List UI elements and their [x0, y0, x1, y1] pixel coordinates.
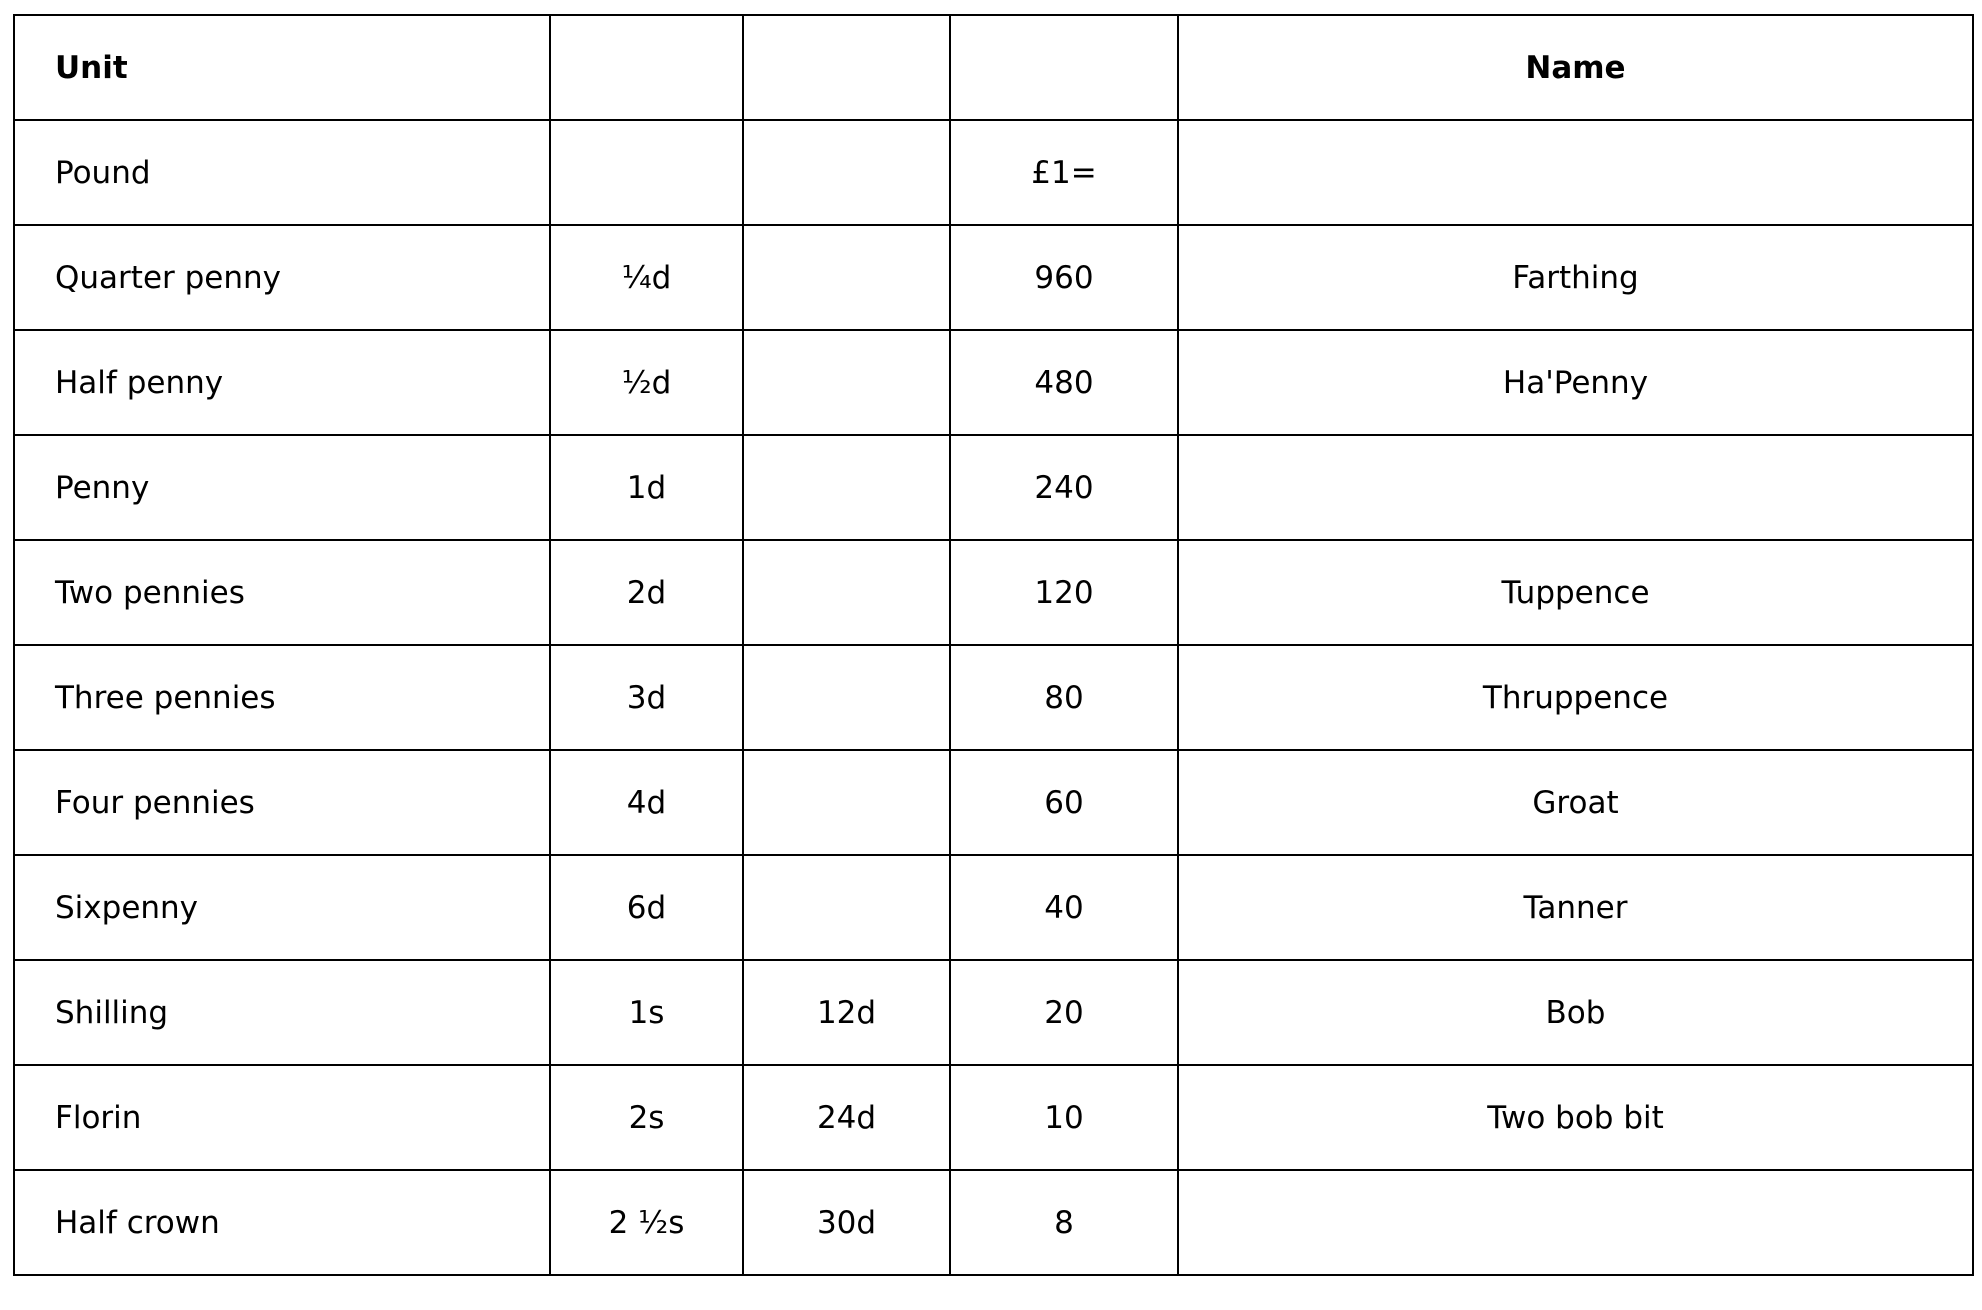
table-row	[14, 435, 1973, 540]
cell-pence	[743, 225, 950, 330]
cell-per-pound: 80	[950, 645, 1178, 750]
cell-per-pound: 10	[950, 1065, 1178, 1170]
cell-abbreviation: 2s	[550, 1065, 743, 1170]
cell-unit: Sixpenny	[14, 855, 550, 960]
cell-name: Tuppence	[1178, 540, 1973, 645]
cell-abbreviation: 2d	[550, 540, 743, 645]
cell-unit: Half penny	[14, 330, 550, 435]
table-row	[14, 330, 1973, 435]
header-name: Name	[1178, 15, 1973, 120]
cell-unit: Two pennies	[14, 540, 550, 645]
table-row	[14, 1170, 1973, 1275]
table-row	[14, 540, 1973, 645]
header-column-4	[950, 15, 1178, 120]
cell-name	[1178, 435, 1973, 540]
currency-table	[13, 14, 1974, 1276]
cell-unit: Penny	[14, 435, 550, 540]
cell-unit: Pound	[14, 120, 550, 225]
table-header-row	[14, 15, 1973, 120]
cell-pence	[743, 120, 950, 225]
cell-name: Bob	[1178, 960, 1973, 1065]
header-unit: Unit	[14, 15, 550, 120]
cell-unit: Three pennies	[14, 645, 550, 750]
cell-pence	[743, 645, 950, 750]
cell-name	[1178, 1170, 1973, 1275]
table-row	[14, 120, 1973, 225]
cell-per-pound: 8	[950, 1170, 1178, 1275]
cell-per-pound: 40	[950, 855, 1178, 960]
cell-per-pound: 240	[950, 435, 1178, 540]
cell-per-pound: £1=	[950, 120, 1178, 225]
cell-abbreviation: 2 ½s	[550, 1170, 743, 1275]
cell-name: Farthing	[1178, 225, 1973, 330]
cell-pence: 24d	[743, 1065, 950, 1170]
cell-unit: Shilling	[14, 960, 550, 1065]
cell-per-pound: 120	[950, 540, 1178, 645]
cell-unit: Four pennies	[14, 750, 550, 855]
cell-pence	[743, 750, 950, 855]
cell-per-pound: 20	[950, 960, 1178, 1065]
cell-abbreviation: 1d	[550, 435, 743, 540]
cell-pence	[743, 435, 950, 540]
cell-per-pound: 480	[950, 330, 1178, 435]
cell-pence	[743, 330, 950, 435]
table-row	[14, 750, 1973, 855]
cell-abbreviation: ¼d	[550, 225, 743, 330]
cell-name: Thruppence	[1178, 645, 1973, 750]
header-column-2	[550, 15, 743, 120]
currency-table-container	[13, 14, 1974, 1276]
cell-name: Ha'Penny	[1178, 330, 1973, 435]
cell-abbreviation: 1s	[550, 960, 743, 1065]
cell-abbreviation	[550, 120, 743, 225]
table-row	[14, 225, 1973, 330]
cell-name: Two bob bit	[1178, 1065, 1973, 1170]
cell-unit: Quarter penny	[14, 225, 550, 330]
cell-name	[1178, 120, 1973, 225]
cell-unit: Half crown	[14, 1170, 550, 1275]
cell-pence	[743, 855, 950, 960]
cell-name: Tanner	[1178, 855, 1973, 960]
cell-unit: Florin	[14, 1065, 550, 1170]
table-row	[14, 960, 1973, 1065]
table-row	[14, 855, 1973, 960]
cell-pence: 30d	[743, 1170, 950, 1275]
cell-pence: 12d	[743, 960, 950, 1065]
table-row	[14, 1065, 1973, 1170]
cell-abbreviation: 4d	[550, 750, 743, 855]
header-column-3	[743, 15, 950, 120]
table-row	[14, 645, 1973, 750]
cell-abbreviation: 3d	[550, 645, 743, 750]
cell-per-pound: 60	[950, 750, 1178, 855]
cell-pence	[743, 540, 950, 645]
cell-abbreviation: ½d	[550, 330, 743, 435]
cell-abbreviation: 6d	[550, 855, 743, 960]
cell-per-pound: 960	[950, 225, 1178, 330]
cell-name: Groat	[1178, 750, 1973, 855]
